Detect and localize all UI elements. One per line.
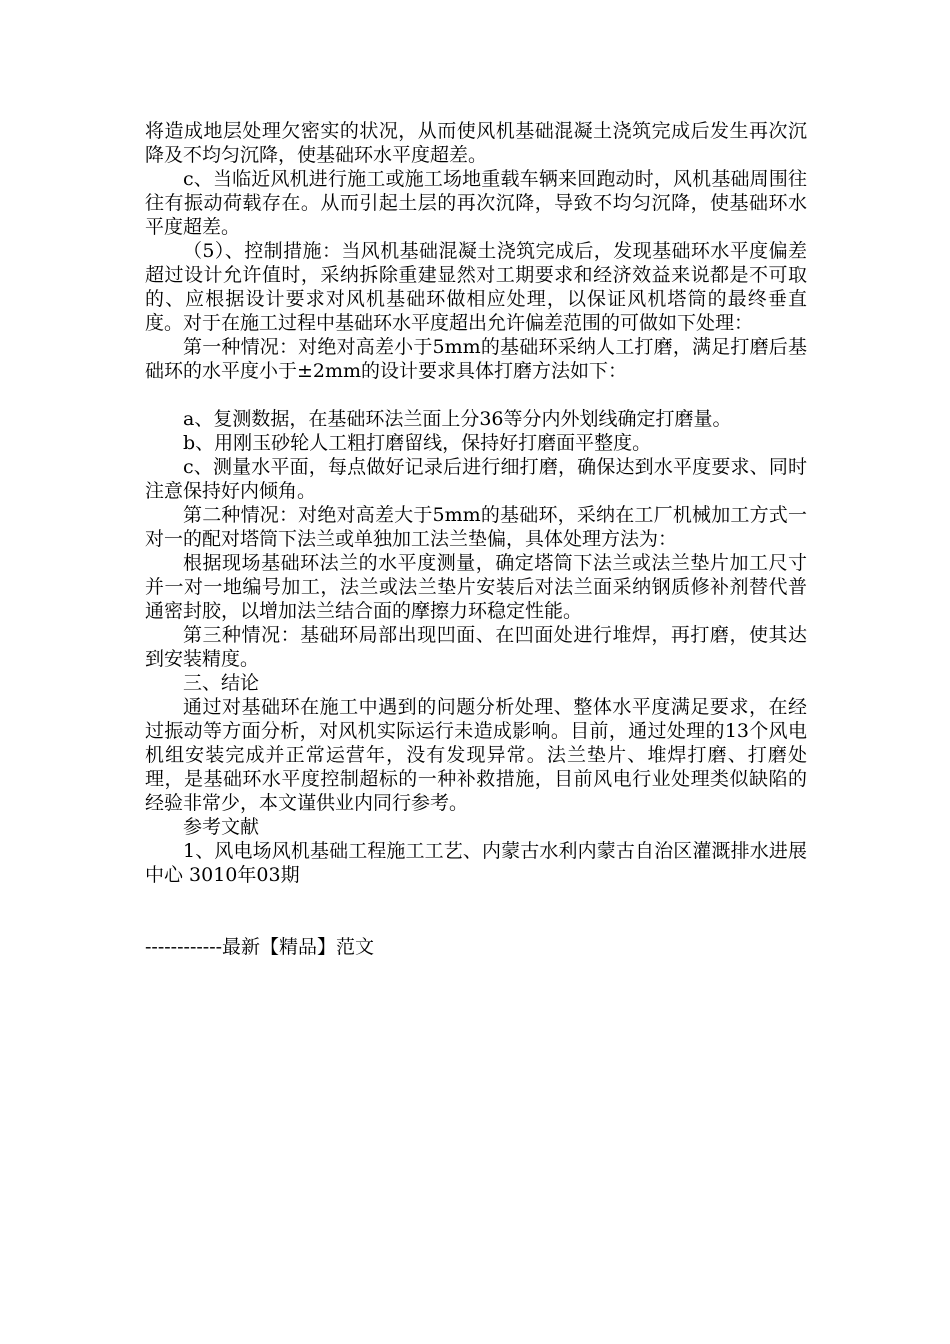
blank-line [145,383,807,407]
paragraph-case-three: 第三种情况：基础环局部出现凹面、在凹面处进行堆焊，再打磨，使其达到安装精度。 [145,624,807,670]
paragraph-step-c: c、测量水平面，每点做好记录后进行细打磨，确保达到水平度要求、同时注意保持好内倾角。 [145,456,807,502]
paragraph-case-two: 第二种情况：对绝对高差大于5mm的基础环，采纳在工厂机械加工方式一对一的配对塔筒下法兰或单独加工法兰垫偏，具体处理方法为： [145,504,807,550]
paragraph-step-a: a、复测数据，在基础环法兰面上分36等分内外划线确定打磨量。 [183,408,732,430]
paragraph-conclusion: 通过对基础环在施工中遇到的问题分析处理、整体水平度满足要求，在经过振动等方面分析，对风机实际运行未造成影响。目前，通过处理的13个风电机组安装完成并正常运营年，没有发现异常。法兰垫片、堆焊打磨、打磨处理，是基础环水平度控制超标的一种补救措施，目前风电行业处理类似缺陷的经验非常少，本文谨供业内同行参考。 [145,696,807,814]
paragraph-cause-c: c、当临近风机进行施工或施工场地重载车辆来回跑动时，风机基础周围往往有振动荷载存在。从而引起土层的再次沉降，导致不均匀沉降，使基础环水平度超差。 [145,168,807,238]
paragraph-control-measures: （5）、控制措施：当风机基础混凝土浇筑完成后，发现基础环水平度偏差超过设计允许值时，采纳拆除重建显然对工期要求和经济效益来说都是不可取的、应根据设计要求对风机基础环做相应处理，以保证风机塔筒的最终垂直度。对于在施工过程中基础环水平度超出允许偏差范围的可做如下处理： [145,240,807,334]
section-heading-references: 参考文献 [183,816,260,838]
paragraph-case-one: 第一种情况：对绝对高差小于5mm的基础环采纳人工打磨，满足打磨后基础环的水平度小于±2mm的设计要求具体打磨方法如下： [145,336,807,382]
document-body [145,119,807,959]
section-heading-conclusion: 三、结论 [183,672,260,694]
paragraph-case-two-method: 根据现场基础环法兰的水平度测量，确定塔筒下法兰或法兰垫片加工尺寸并一对一地编号加工，法兰或法兰垫片安装后对法兰面采纳钢质修补剂替代普通密封胶，以增加法兰结合面的摩擦力环稳定性能。 [145,552,807,622]
paragraph-continuation: 将造成地层处理欠密实的状况，从而使风机基础混凝土浇筑完成后发生再次沉降及不均匀沉降，使基础环水平度超差。 [145,120,807,166]
reference-item-1: 1、风电场风机基础工程施工工艺、内蒙古水利内蒙古自治区灌溉排水进展中心 3010年03期 [145,840,807,886]
footer-text: ------------最新【精品】范文 [145,936,375,958]
paragraph-step-b: b、用刚玉砂轮人工粗打磨留线，保持好打磨面平整度。 [183,432,652,454]
blank-gap [145,887,807,935]
